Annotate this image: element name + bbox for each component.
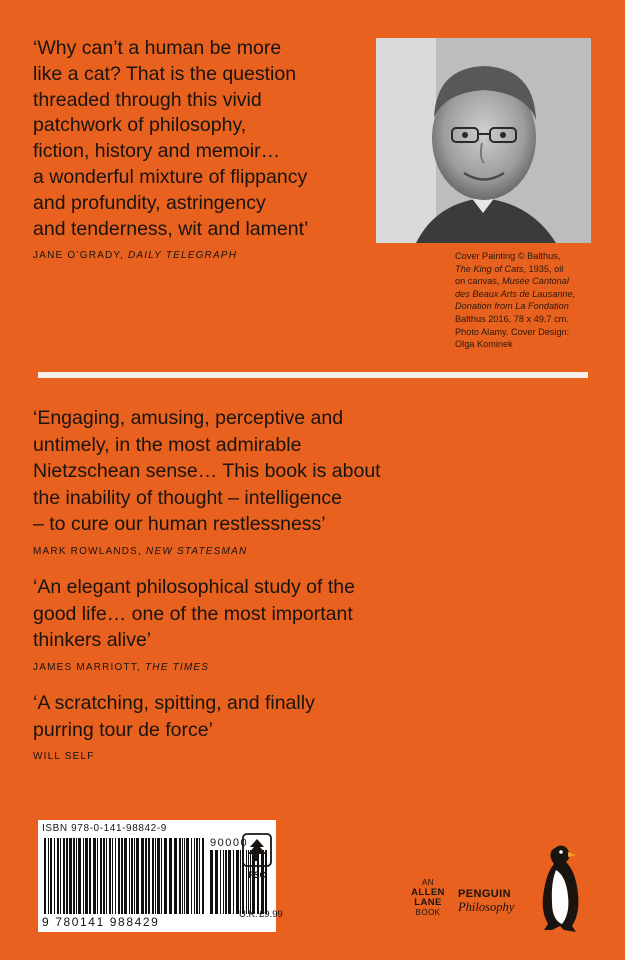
barcode-bar bbox=[109, 838, 111, 914]
barcode-bar bbox=[57, 838, 59, 914]
barcode-bar bbox=[179, 838, 181, 914]
quote-jane-ogrady bbox=[33, 36, 368, 263]
barcode-bar bbox=[182, 838, 183, 914]
quote-attribution: WILL SELF bbox=[33, 751, 95, 762]
barcode-bar bbox=[141, 838, 144, 914]
quote-attribution: JANE O’GRADY, DAILY TELEGRAPH bbox=[33, 250, 238, 262]
quote-line: threaded through this vivid bbox=[33, 88, 262, 111]
quote-line: ‘Why can’t a human be more bbox=[33, 37, 282, 59]
price: £9.99 bbox=[259, 909, 283, 920]
barcode-bar bbox=[106, 838, 107, 914]
barcode-bar bbox=[199, 838, 200, 914]
barcode-icon bbox=[44, 838, 206, 914]
barcode-bar bbox=[191, 838, 192, 914]
barcode-bar bbox=[157, 838, 160, 914]
barcode-bar bbox=[66, 838, 68, 914]
barcode-bar bbox=[121, 838, 123, 914]
quote-line: purring tour de force’ bbox=[33, 718, 213, 741]
barcode-bar bbox=[50, 838, 52, 914]
quote-attribution: MARK ROWLANDS, NEW STATESMAN bbox=[33, 545, 248, 557]
barcode-bar bbox=[145, 838, 147, 914]
barcode-bar bbox=[228, 850, 231, 914]
penguin-logo-icon bbox=[536, 842, 586, 934]
barcode-bar bbox=[78, 838, 81, 914]
quote-line: good life… one of the most important bbox=[33, 602, 353, 625]
barcode-bar bbox=[134, 838, 135, 914]
barcode-bar bbox=[69, 838, 72, 914]
quote-line: a wonderful mixture of flippancy bbox=[33, 165, 308, 188]
barcode-bar bbox=[60, 838, 61, 914]
fsc-tree-icon bbox=[242, 833, 272, 867]
barcode-bar bbox=[186, 838, 189, 914]
quote-line: and tenderness, wit and lament’ bbox=[33, 217, 309, 240]
barcode-bar bbox=[97, 838, 98, 914]
barcode-bar bbox=[164, 838, 167, 914]
quote-line: ‘Engaging, amusing, perceptive and bbox=[33, 407, 344, 429]
barcode-bar bbox=[129, 838, 130, 914]
penguin-philosophy-imprint: PENGUIN Philosophy bbox=[458, 888, 515, 914]
barcode-bar bbox=[161, 838, 162, 914]
quote-line: ‘An elegant philosophical study of the bbox=[33, 576, 355, 598]
fsc-logo: FSC bbox=[242, 833, 272, 879]
quote-attribution: JAMES MARRIOTT, THE TIMES bbox=[33, 661, 210, 673]
barcode-bar bbox=[112, 838, 113, 914]
quote-line: like a cat? That is the question bbox=[33, 62, 297, 85]
barcode-bar bbox=[115, 838, 116, 914]
quote-line: thinkers alive’ bbox=[33, 629, 152, 651]
barcode-bar bbox=[76, 838, 77, 914]
cover-credit: Cover Painting © Balthus, The King of Cats, 1935, oil on canvas, Musée Cantonal des Beaux Arts de Lausanne, Donation from La Fondation Balthus 2016, 78 x 49.7 cm. Photo Alamy. Cover Design: Olga Kominek bbox=[455, 251, 576, 350]
barcode-bar bbox=[85, 838, 88, 914]
barcode-bar bbox=[194, 838, 195, 914]
quote-will-self bbox=[33, 690, 593, 764]
quote-james-marriott bbox=[33, 574, 593, 675]
barcode-bar bbox=[73, 838, 75, 914]
barcode-bar bbox=[48, 838, 49, 914]
barcode-bar bbox=[155, 838, 156, 914]
barcode-bar bbox=[240, 850, 241, 914]
quote-line: ‘A scratching, spitting, and finally bbox=[33, 692, 315, 714]
barcode-bar bbox=[124, 838, 127, 914]
barcode-bar bbox=[100, 838, 102, 914]
barcode-bar bbox=[174, 838, 177, 914]
barcode-bar bbox=[136, 838, 139, 914]
barcode-bar bbox=[210, 850, 213, 914]
barcode-bar bbox=[83, 838, 84, 914]
barcode-bar bbox=[223, 850, 224, 914]
barcode-bar bbox=[44, 838, 46, 914]
quote-line: – to cure our human restlessness’ bbox=[33, 513, 326, 535]
price-region: U.K. bbox=[239, 909, 258, 920]
quote-line: fiction, history and memoir… bbox=[33, 140, 281, 163]
isbn-number: ISBN 978-0-141-98842-9 bbox=[42, 823, 167, 834]
barcode-bar bbox=[236, 850, 239, 914]
divider bbox=[38, 372, 588, 378]
author-photo bbox=[376, 38, 591, 243]
quote-line: untimely, in the most admirable bbox=[33, 433, 302, 456]
allen-lane-imprint: AN ALLEN LANE BOOK bbox=[411, 878, 445, 917]
quote-line: patchwork of philosophy, bbox=[33, 114, 247, 137]
barcode-bar bbox=[152, 838, 154, 914]
barcode-bar bbox=[196, 838, 198, 914]
quote-line: the inability of thought – intelligence bbox=[33, 486, 342, 509]
barcode-supplement-number: 90000 bbox=[210, 837, 249, 849]
barcode-bar bbox=[93, 838, 96, 914]
barcode-bar bbox=[89, 838, 91, 914]
barcode-number: 9 780141 988429 bbox=[42, 915, 160, 929]
quote-mark-rowlands bbox=[33, 405, 593, 559]
barcode-bar bbox=[103, 838, 105, 914]
barcode-bar bbox=[225, 850, 227, 914]
barcode-bar bbox=[169, 838, 172, 914]
barcode-bar bbox=[215, 850, 218, 914]
barcode-bar bbox=[54, 838, 55, 914]
barcode-bar bbox=[118, 838, 120, 914]
barcode-bar bbox=[184, 838, 185, 914]
barcode-bar bbox=[220, 850, 221, 914]
quote-line: and profundity, astringency bbox=[33, 191, 266, 214]
barcode-bar bbox=[202, 838, 204, 914]
author-portrait-image bbox=[376, 38, 591, 243]
barcode-bar bbox=[63, 838, 65, 914]
barcode-bar bbox=[148, 838, 150, 914]
barcode-bar bbox=[131, 838, 133, 914]
quote-line: Nietzschean sense… This book is about bbox=[33, 460, 381, 482]
barcode-bar bbox=[233, 850, 234, 914]
